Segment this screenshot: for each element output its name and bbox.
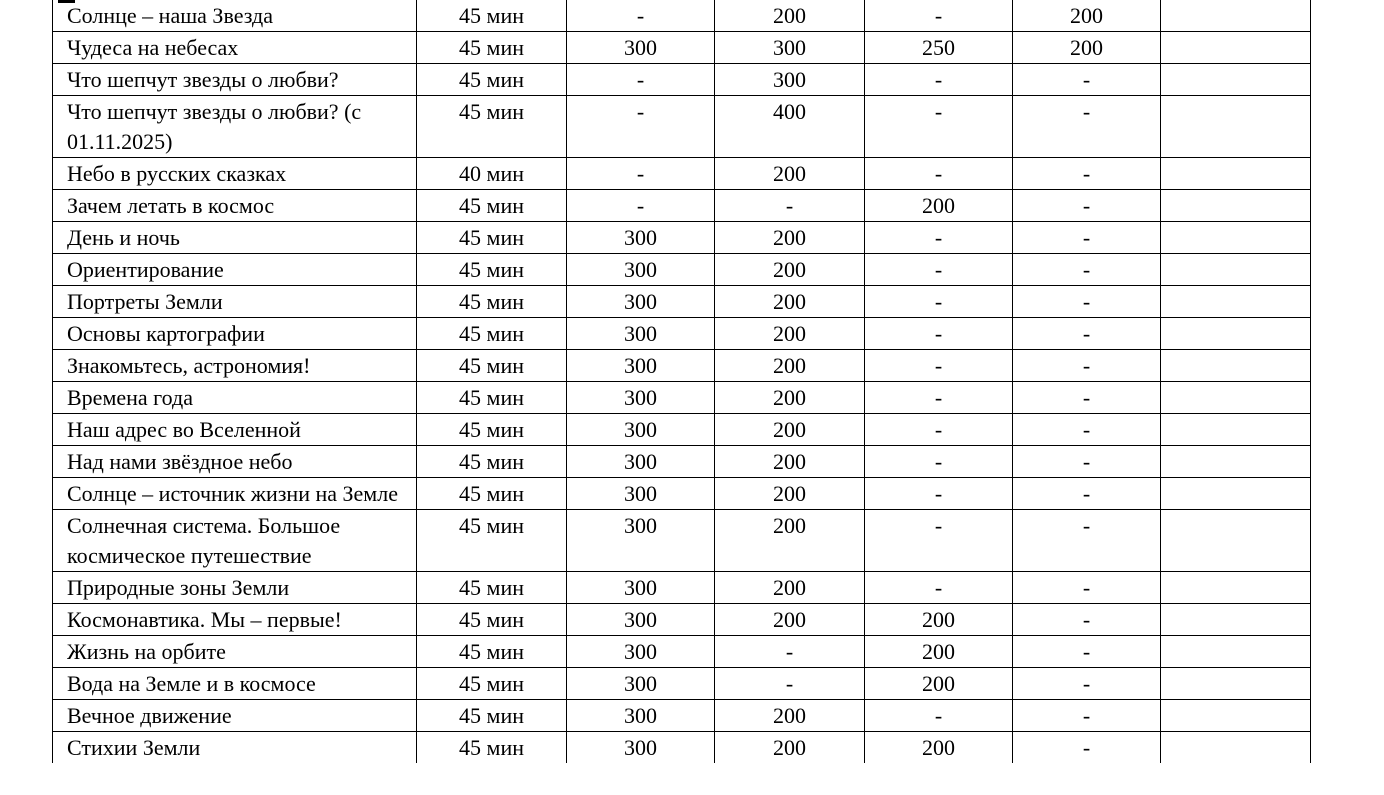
duration-cell: 45 мин <box>417 636 567 668</box>
price-cell-3: - <box>865 318 1013 350</box>
price-cell-2: 200 <box>715 158 865 190</box>
price-cell-3: - <box>865 286 1013 318</box>
price-cell-4: - <box>1013 732 1161 764</box>
price-cell-4: 200 <box>1013 0 1161 32</box>
program-name-cell: Космонавтика. Мы – первые! <box>53 604 417 636</box>
price-cell-1: 300 <box>567 318 715 350</box>
table-row <box>53 286 1311 318</box>
program-name-cell: Стихии Земли <box>53 732 417 764</box>
price-cell-4: - <box>1013 64 1161 96</box>
program-name-cell: Над нами звёздное небо <box>53 446 417 478</box>
program-name-cell: Солнечная система. Большое космическое путешествие <box>53 510 417 572</box>
price-cell-1: 300 <box>567 604 715 636</box>
price-cell-2: 300 <box>715 32 865 64</box>
duration-cell: 45 мин <box>417 350 567 382</box>
empty-cell <box>1161 318 1311 350</box>
empty-cell <box>1161 636 1311 668</box>
price-cell-3: 200 <box>865 668 1013 700</box>
program-name-cell: Природные зоны Земли <box>53 572 417 604</box>
price-cell-1: 300 <box>567 414 715 446</box>
empty-cell <box>1161 0 1311 32</box>
price-cell-4: - <box>1013 604 1161 636</box>
price-cell-3: - <box>865 222 1013 254</box>
program-name-cell: Вода на Земле и в космосе <box>53 668 417 700</box>
table-row <box>53 382 1311 414</box>
duration-cell: 45 мин <box>417 254 567 286</box>
program-name-cell: Времена года <box>53 382 417 414</box>
price-cell-1: - <box>567 64 715 96</box>
price-cell-3: - <box>865 64 1013 96</box>
price-cell-2: - <box>715 636 865 668</box>
price-cell-4: - <box>1013 318 1161 350</box>
duration-cell: 40 мин <box>417 158 567 190</box>
price-cell-4: - <box>1013 286 1161 318</box>
price-cell-1: - <box>567 96 715 158</box>
table-row <box>53 478 1311 510</box>
empty-cell <box>1161 158 1311 190</box>
empty-cell <box>1161 604 1311 636</box>
duration-cell: 45 мин <box>417 700 567 732</box>
price-cell-3: 200 <box>865 732 1013 764</box>
price-cell-2: - <box>715 190 865 222</box>
table-row <box>53 700 1311 732</box>
price-cell-1: 300 <box>567 572 715 604</box>
price-cell-2: 200 <box>715 478 865 510</box>
program-name-cell: Небо в русских сказках <box>53 158 417 190</box>
table-row <box>53 572 1311 604</box>
empty-cell <box>1161 254 1311 286</box>
table-row <box>53 636 1311 668</box>
table-row <box>53 604 1311 636</box>
price-cell-1: - <box>567 190 715 222</box>
program-name-cell: День и ночь <box>53 222 417 254</box>
price-cell-2: 200 <box>715 414 865 446</box>
empty-cell <box>1161 382 1311 414</box>
price-cell-1: 300 <box>567 254 715 286</box>
price-cell-3: - <box>865 0 1013 32</box>
program-name-cell: Зачем летать в космос <box>53 190 417 222</box>
price-cell-1: 300 <box>567 382 715 414</box>
table-row <box>53 0 1311 32</box>
table-row <box>53 158 1311 190</box>
price-cell-4: - <box>1013 382 1161 414</box>
price-cell-1: 300 <box>567 286 715 318</box>
price-cell-4: - <box>1013 478 1161 510</box>
price-cell-2: 200 <box>715 732 865 764</box>
duration-cell: 45 мин <box>417 286 567 318</box>
price-cell-1: - <box>567 158 715 190</box>
program-name-cell: Ориентирование <box>53 254 417 286</box>
price-cell-2: 200 <box>715 350 865 382</box>
duration-cell: 45 мин <box>417 414 567 446</box>
duration-cell: 45 мин <box>417 190 567 222</box>
price-cell-3: - <box>865 478 1013 510</box>
price-cell-4: - <box>1013 668 1161 700</box>
duration-cell: 45 мин <box>417 668 567 700</box>
price-cell-4: - <box>1013 222 1161 254</box>
price-cell-1: 300 <box>567 636 715 668</box>
price-cell-4: - <box>1013 190 1161 222</box>
price-cell-3: - <box>865 96 1013 158</box>
price-cell-3: - <box>865 572 1013 604</box>
duration-cell: 45 мин <box>417 572 567 604</box>
duration-cell: 45 мин <box>417 510 567 572</box>
price-cell-1: 300 <box>567 32 715 64</box>
price-cell-4: - <box>1013 158 1161 190</box>
program-name-cell: Знакомьтесь, астрономия! <box>53 350 417 382</box>
duration-cell: 45 мин <box>417 318 567 350</box>
price-cell-2: 200 <box>715 700 865 732</box>
price-cell-1: 300 <box>567 732 715 764</box>
price-cell-2: 300 <box>715 64 865 96</box>
empty-cell <box>1161 32 1311 64</box>
price-cell-2: - <box>715 668 865 700</box>
price-cell-3: - <box>865 510 1013 572</box>
price-cell-2: 200 <box>715 254 865 286</box>
empty-cell <box>1161 668 1311 700</box>
price-cell-4: 200 <box>1013 32 1161 64</box>
table-row <box>53 190 1311 222</box>
price-cell-2: 200 <box>715 572 865 604</box>
empty-cell <box>1161 286 1311 318</box>
program-price-table <box>52 0 1311 763</box>
duration-cell: 45 мин <box>417 732 567 764</box>
price-cell-1: 300 <box>567 478 715 510</box>
program-name-cell: Чудеса на небесах <box>53 32 417 64</box>
empty-cell <box>1161 350 1311 382</box>
duration-cell: 45 мин <box>417 222 567 254</box>
price-cell-3: - <box>865 446 1013 478</box>
price-cell-1: 300 <box>567 668 715 700</box>
price-cell-3: 200 <box>865 604 1013 636</box>
duration-cell: 45 мин <box>417 64 567 96</box>
price-cell-3: - <box>865 382 1013 414</box>
price-cell-4: - <box>1013 700 1161 732</box>
price-cell-2: 200 <box>715 510 865 572</box>
table-row <box>53 350 1311 382</box>
price-cell-1: 300 <box>567 222 715 254</box>
price-cell-3: 250 <box>865 32 1013 64</box>
table-row <box>53 446 1311 478</box>
price-cell-3: - <box>865 350 1013 382</box>
empty-cell <box>1161 700 1311 732</box>
empty-cell <box>1161 414 1311 446</box>
empty-cell <box>1161 96 1311 158</box>
price-cell-3: - <box>865 254 1013 286</box>
table-row <box>53 668 1311 700</box>
empty-cell <box>1161 510 1311 572</box>
price-cell-1: 300 <box>567 446 715 478</box>
price-cell-4: - <box>1013 572 1161 604</box>
empty-cell <box>1161 572 1311 604</box>
price-cell-4: - <box>1013 96 1161 158</box>
program-name-cell: Что шепчут звезды о любви? (с 01.11.2025) <box>53 96 417 158</box>
duration-cell: 45 мин <box>417 0 567 32</box>
price-cell-2: 200 <box>715 0 865 32</box>
table-row <box>53 318 1311 350</box>
price-cell-2: 200 <box>715 446 865 478</box>
price-cell-2: 200 <box>715 382 865 414</box>
duration-cell: 45 мин <box>417 382 567 414</box>
table-row <box>53 254 1311 286</box>
program-name-cell: Что шепчут звезды о любви? <box>53 64 417 96</box>
table-row <box>53 732 1311 764</box>
price-cell-1: 300 <box>567 350 715 382</box>
price-cell-2: 200 <box>715 604 865 636</box>
price-cell-2: 200 <box>715 318 865 350</box>
price-cell-3: 200 <box>865 636 1013 668</box>
price-cell-3: 200 <box>865 190 1013 222</box>
price-cell-1: 300 <box>567 510 715 572</box>
price-cell-2: 200 <box>715 286 865 318</box>
program-name-cell: Солнце – источник жизни на Земле <box>53 478 417 510</box>
table-row <box>53 64 1311 96</box>
price-cell-4: - <box>1013 414 1161 446</box>
table-row <box>53 414 1311 446</box>
price-cell-4: - <box>1013 636 1161 668</box>
empty-cell <box>1161 64 1311 96</box>
empty-cell <box>1161 732 1311 764</box>
price-cell-2: 400 <box>715 96 865 158</box>
program-name-cell: Солнце – наша Звезда <box>53 0 417 32</box>
price-cell-4: - <box>1013 254 1161 286</box>
table-row <box>53 32 1311 64</box>
duration-cell: 45 мин <box>417 32 567 64</box>
program-name-cell: Жизнь на орбите <box>53 636 417 668</box>
price-cell-2: 200 <box>715 222 865 254</box>
duration-cell: 45 мин <box>417 446 567 478</box>
duration-cell: 45 мин <box>417 96 567 158</box>
price-cell-4: - <box>1013 446 1161 478</box>
price-cell-3: - <box>865 700 1013 732</box>
table-row <box>53 96 1311 158</box>
price-cell-1: 300 <box>567 700 715 732</box>
price-cell-3: - <box>865 158 1013 190</box>
program-name-cell: Наш адрес во Вселенной <box>53 414 417 446</box>
price-cell-1: - <box>567 0 715 32</box>
empty-cell <box>1161 222 1311 254</box>
duration-cell: 45 мин <box>417 604 567 636</box>
price-cell-4: - <box>1013 510 1161 572</box>
empty-cell <box>1161 190 1311 222</box>
program-name-cell: Портреты Земли <box>53 286 417 318</box>
price-cell-3: - <box>865 414 1013 446</box>
table-row <box>53 510 1311 572</box>
table-body <box>53 0 1311 763</box>
empty-cell <box>1161 446 1311 478</box>
table-row <box>53 222 1311 254</box>
program-name-cell: Основы картографии <box>53 318 417 350</box>
empty-cell <box>1161 478 1311 510</box>
price-cell-4: - <box>1013 350 1161 382</box>
duration-cell: 45 мин <box>417 478 567 510</box>
program-name-cell: Вечное движение <box>53 700 417 732</box>
